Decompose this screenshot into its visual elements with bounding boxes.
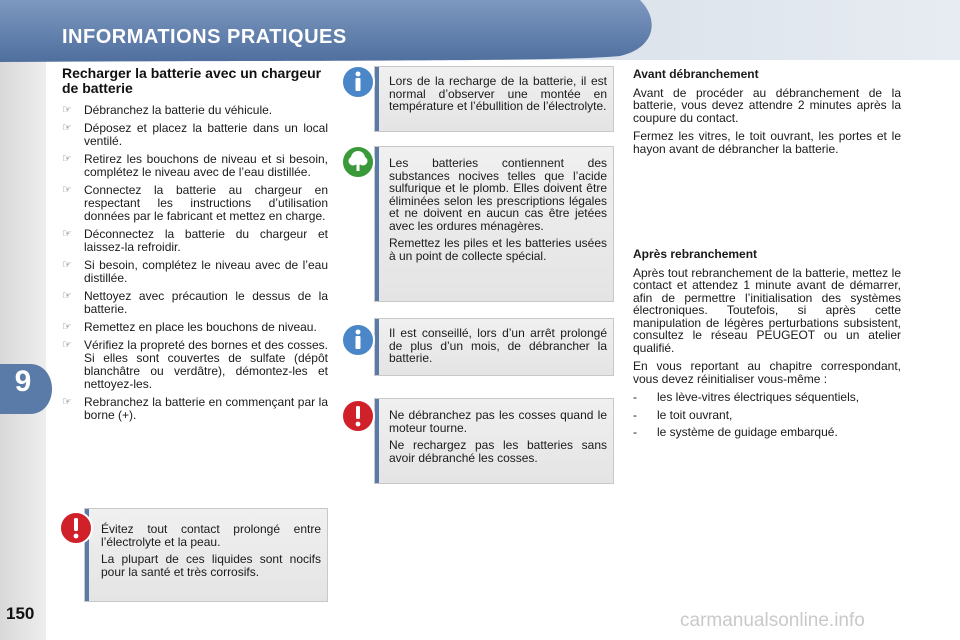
list-item: - les lève-vitres électriques séquentiels, (633, 390, 860, 404)
list-item: ☞ Remettez en place les bouchons de niveau. (62, 320, 317, 334)
charging-steps-list (62, 104, 328, 422)
warning-icon (58, 510, 94, 546)
info-note-recharge: Lors de la recharge de la batterie, il est normal d’observer une montée en température et l’ébullition de l’électrolyte. (374, 66, 614, 132)
list-item: ☞ Rebranchez la batterie en commençant par la borne (+). (62, 395, 328, 422)
list-item: ☞ Débranchez la batterie du véhicule. (62, 103, 273, 117)
before-disconnect-title: Avant débranchement (633, 67, 759, 81)
watermark-text: carmanualsonline.info (680, 610, 865, 631)
info-icon (340, 64, 376, 100)
page-number: 150 (6, 604, 35, 623)
list-item: - le toit ouvrant, (633, 407, 733, 422)
tree-icon (340, 144, 376, 180)
list-item: ☞ Retirez les bouchons de niveau et si besoin, complétez le niveau avec de l’eau distillée. (62, 152, 328, 179)
list-item: ☞ Vérifiez la propreté des bornes et des cosses. Si elles sont couvertes de sulfate (dépôt blanchâtre ou verdâtre), démontez-les et nettoyez-les. (62, 338, 328, 391)
hand-pointer-icon: ☞ (62, 122, 72, 134)
warning-icon (340, 398, 376, 434)
before-disconnect-section: Avant débranchement Avant de procéder au débranchement de la batterie, vous devez attendre 2 minutes après la coupure du contact. Fermez les vitres, le toit ouvrant, les portes et le hayon avant de débrancher la batterie. (633, 67, 901, 156)
list-item: ☞ Si besoin, complétez le niveau avec de l’eau distillée. (62, 258, 328, 285)
list-item: ☞ Nettoyez avec précaution le dessus de la batterie. (62, 289, 328, 316)
list-item: ☞ Déposez et placez la batterie dans un local ventilé. (62, 121, 328, 148)
hand-pointer-icon: ☞ (62, 259, 72, 271)
reinit-list (633, 391, 901, 439)
hand-pointer-icon: ☞ (62, 153, 72, 165)
list-item: - le système de guidage embarqué. (633, 425, 838, 439)
list-item: ☞ Connectez la batterie au chargeur en respectant les instructions d’utilisation données par le fabricant et mettez en charge. (62, 183, 328, 223)
list-item: ☞ Déconnectez la batterie du chargeur et laissez-la refroidir. (62, 227, 328, 254)
warning-note-terminals: Ne débranchez pas les cosses quand le moteur tourne. Ne rechargez pas les batteries sans avoir débranché les cosses. (374, 398, 614, 484)
hand-pointer-icon: ☞ (62, 228, 72, 240)
after-reconnect-section: Après rebranchement Après tout rebranchement de la batterie, mettez le contact et attendez 1 minute avant de démarrer, afin de permettre l’initialisation des systèmes électroniques. Toutefois, si après cette manipulation de légères perturbations subsistent, consultez le réseau PEUGEOT ou un atelier qualifié. En vous reportant au chapitre correspondant, vous devez réinitialiser vous-même : - les lève-vitres électriques séquentiels, - le toit ouvrant, - le système de guidage embarqué. (633, 247, 901, 439)
info-icon (340, 322, 376, 358)
hand-pointer-icon: ☞ (62, 184, 72, 196)
page-header-title: INFORMATIONS PRATIQUES (62, 26, 347, 48)
hand-pointer-icon: ☞ (62, 104, 72, 116)
charging-section (62, 66, 328, 427)
hand-pointer-icon: ☞ (62, 290, 72, 302)
hand-pointer-icon: ☞ (62, 339, 72, 351)
chapter-number: 9 (14, 365, 32, 398)
section-title: Recharger la batterie avec un chargeur de batterie (62, 65, 322, 96)
info-note-long-stop: Il est conseillé, lors d’un arrêt prolongé de plus d’un mois, de débrancher la batterie. (374, 318, 614, 376)
eco-note-disposal: Les batteries contiennent des substances nocives telles que l’acide sulfurique et le plomb. Elles doivent être éliminées selon les prescriptions légales et ne doivent en aucun cas être jetées avec les ordures ménagères. Remettez les piles et les batteries usées à un point de collecte spécial. (374, 146, 614, 302)
left-margin-strip (0, 62, 46, 640)
after-reconnect-title: Après rebranchement (633, 247, 758, 261)
warning-note-electrolyte: Évitez tout contact prolongé entre l’électrolyte et la peau. La plupart de ces liquides sont nocifs pour la santé et très corrosifs. (84, 508, 328, 602)
hand-pointer-icon: ☞ (62, 396, 72, 408)
hand-pointer-icon: ☞ (62, 321, 72, 333)
header-band (0, 0, 960, 64)
